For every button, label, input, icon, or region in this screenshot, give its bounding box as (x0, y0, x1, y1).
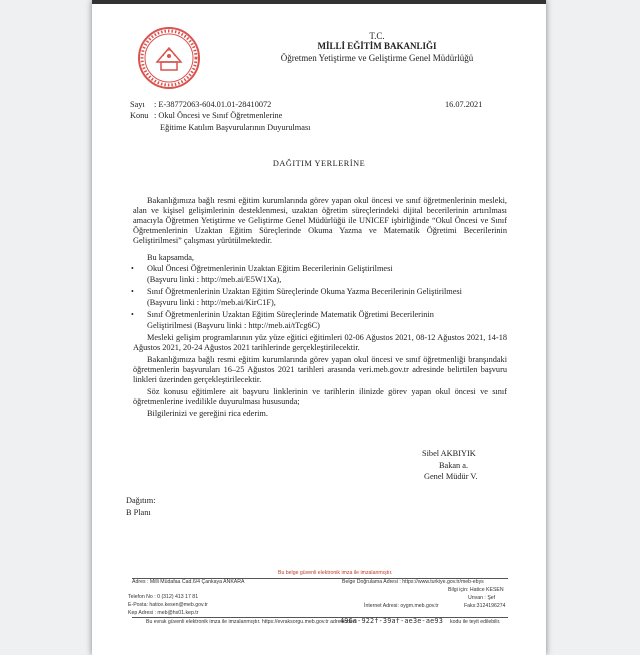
konu-line-1: : Okul Öncesi ve Sınıf Öğretmenlerine (154, 111, 283, 120)
footer-bottom-note: Bu evrak güvenli elektronik imza ile imzalanmıştır. https://evraksorgu.meb.gov.tr adresinden (146, 619, 356, 625)
document-date: 16.07.2021 (445, 100, 483, 109)
bullet-3-mark: • (131, 310, 134, 319)
bullet-3-line-1: Sınıf Öğretmenlerinin Uzaktan Eğitim Süreçlerinde Matematik Öğretimi Becerilerinin (147, 310, 434, 319)
page-top-bar (92, 0, 546, 4)
header-tc: T.C. (369, 31, 385, 41)
footer-fax: Faks:3124196274 (464, 603, 506, 609)
footer-title: Unvan : Şef (468, 595, 496, 601)
konu-line-2: Eğitime Katılım Başvurularının Duyurulması (160, 123, 311, 132)
bullet-1-line-2: (Başvuru linki : http://meb.ai/E5W1Xa), (147, 275, 282, 284)
header-directorate: Öğretmen Yetiştirme ve Geliştirme Genel Müdürlüğü (280, 53, 474, 63)
signatory-title-1: Bakan a. (439, 461, 469, 470)
ministry-seal-logo (137, 26, 201, 90)
recipient-heading: DAĞITIM YERLERİNE (272, 159, 366, 168)
signatory-title-2: Genel Müdür V. (424, 472, 478, 481)
body-paragraph-6: Bilgilerinizi ve gereğini rica ederim. (147, 409, 268, 418)
body-paragraph-3: Mesleki gelişim programlarının yüz yüze eğitici eğitimleri 02-06 Ağustos 2021, 08-12 Ağustos 2021, 14-18 Ağustos 2021, 20-24 Ağustos 2021 tarihlerinde gerçekleştirilecektir. (133, 333, 507, 352)
bullet-2-line-2: (Başvuru linki : http://meb.ai/KirC1F), (147, 298, 276, 307)
sayi-label: Sayı (130, 100, 145, 109)
body-paragraph-4: Bakanlığımıza bağlı resmi eğitim kurumlarında görev yapan okul öncesi ve sınıf öğretmenliği branşındaki öğretmenlerin başvuruları 16–25 Ağustos 2021 tarihleri arasında veri.meb.gov.tr adresinde belirtilen başvuru linkleri üzerinden gerçekleştirilecektir. (133, 355, 507, 384)
bullet-1-mark: • (131, 264, 134, 273)
bullet-3-line-2: Geliştirilmesi (Başvuru linki : http://meb.ai/tTcg6C) (147, 321, 320, 330)
footer-email: E-Posta: hatice.kesen@meb.gov.tr (128, 602, 208, 608)
bullet-1-line-1: Okul Öncesi Öğretmenlerinin Uzaktan Eğitim Becerilerinin Geliştirilmesi (147, 264, 393, 273)
esign-notice: Bu belge güvenli elektronik imza ile imzalanmıştır. (278, 570, 393, 576)
footer-address: Adres : Milli Müdafaa Cad.6/4 Çankaya ANKARA (132, 579, 245, 585)
verification-code: 496a-922f-39af-ae3e-ae93 (340, 617, 444, 625)
distribution-value: B Planı (126, 508, 151, 517)
header-ministry: MİLLİ EĞİTİM BAKANLIĞI (317, 41, 437, 51)
footer-verify-address: Belge Doğrulama Adresi : https://www.turkiye.gov.tr/meb-ebys (342, 579, 484, 585)
footer-divider-bottom (132, 617, 508, 618)
bullet-2-line-1: Sınıf Öğretmenlerinin Uzaktan Eğitim Süreçlerinde Okuma Yazma Becerilerinin Geliştirilmesi (147, 287, 462, 296)
body-paragraph-2: Bu kapsamda, (147, 253, 195, 262)
footer-bottom-tail: kodu ile teyit edilebilir. (450, 619, 501, 625)
footer-kep-address: Kep Adresi : meb@hs01.kep.tr (128, 610, 199, 616)
document-page (92, 0, 546, 655)
footer-phone: Telefon No : 0 (312) 413 17 81 (128, 594, 199, 600)
body-paragraph-5: Söz konusu eğitimlere ait başvuru linklerinin ve tarihlerin ilinizde görev yapan okul öncesi ve sınıf öğretmenlerine ivedilikle duyurulması hususunda; (133, 387, 507, 406)
distribution-label: Dağıtım: (126, 496, 156, 505)
bullet-2-mark: • (131, 287, 134, 296)
footer-web-address: İnternet Adresi: oygm.meb.gov.tr (364, 603, 439, 609)
body-paragraph-1: Bakanlığımıza bağlı resmi eğitim kurumlarında görev yapan okul öncesi ve sınıf öğretmenlerinin mesleki, alan ve kişisel gelişimlerinin desteklenmesi, uzaktan öğretim süreçlerindeki dijital becerilerinin artırılması amacıyla Öğretmen Yetiştirme ve Geliştirme Genel Müdürlüğü ile UNICEF işbirliğinde “Okul Öncesi ve Sınıf Öğretmenlerinin Uzaktan Eğitim Süreçlerinde Okuma Yazma ve Matematik Öğretimi Becerilerinin Geliştirilmesi” çalışması yürütülmektedir. (133, 196, 507, 245)
sayi-value: : E-38772063-604.01.01-28410072 (154, 100, 272, 109)
signatory-name: Sibel AKBIYIK (422, 449, 476, 458)
konu-label: Konu (130, 111, 149, 120)
footer-info-person: Bilgi için: Hatice KESEN (448, 587, 504, 593)
